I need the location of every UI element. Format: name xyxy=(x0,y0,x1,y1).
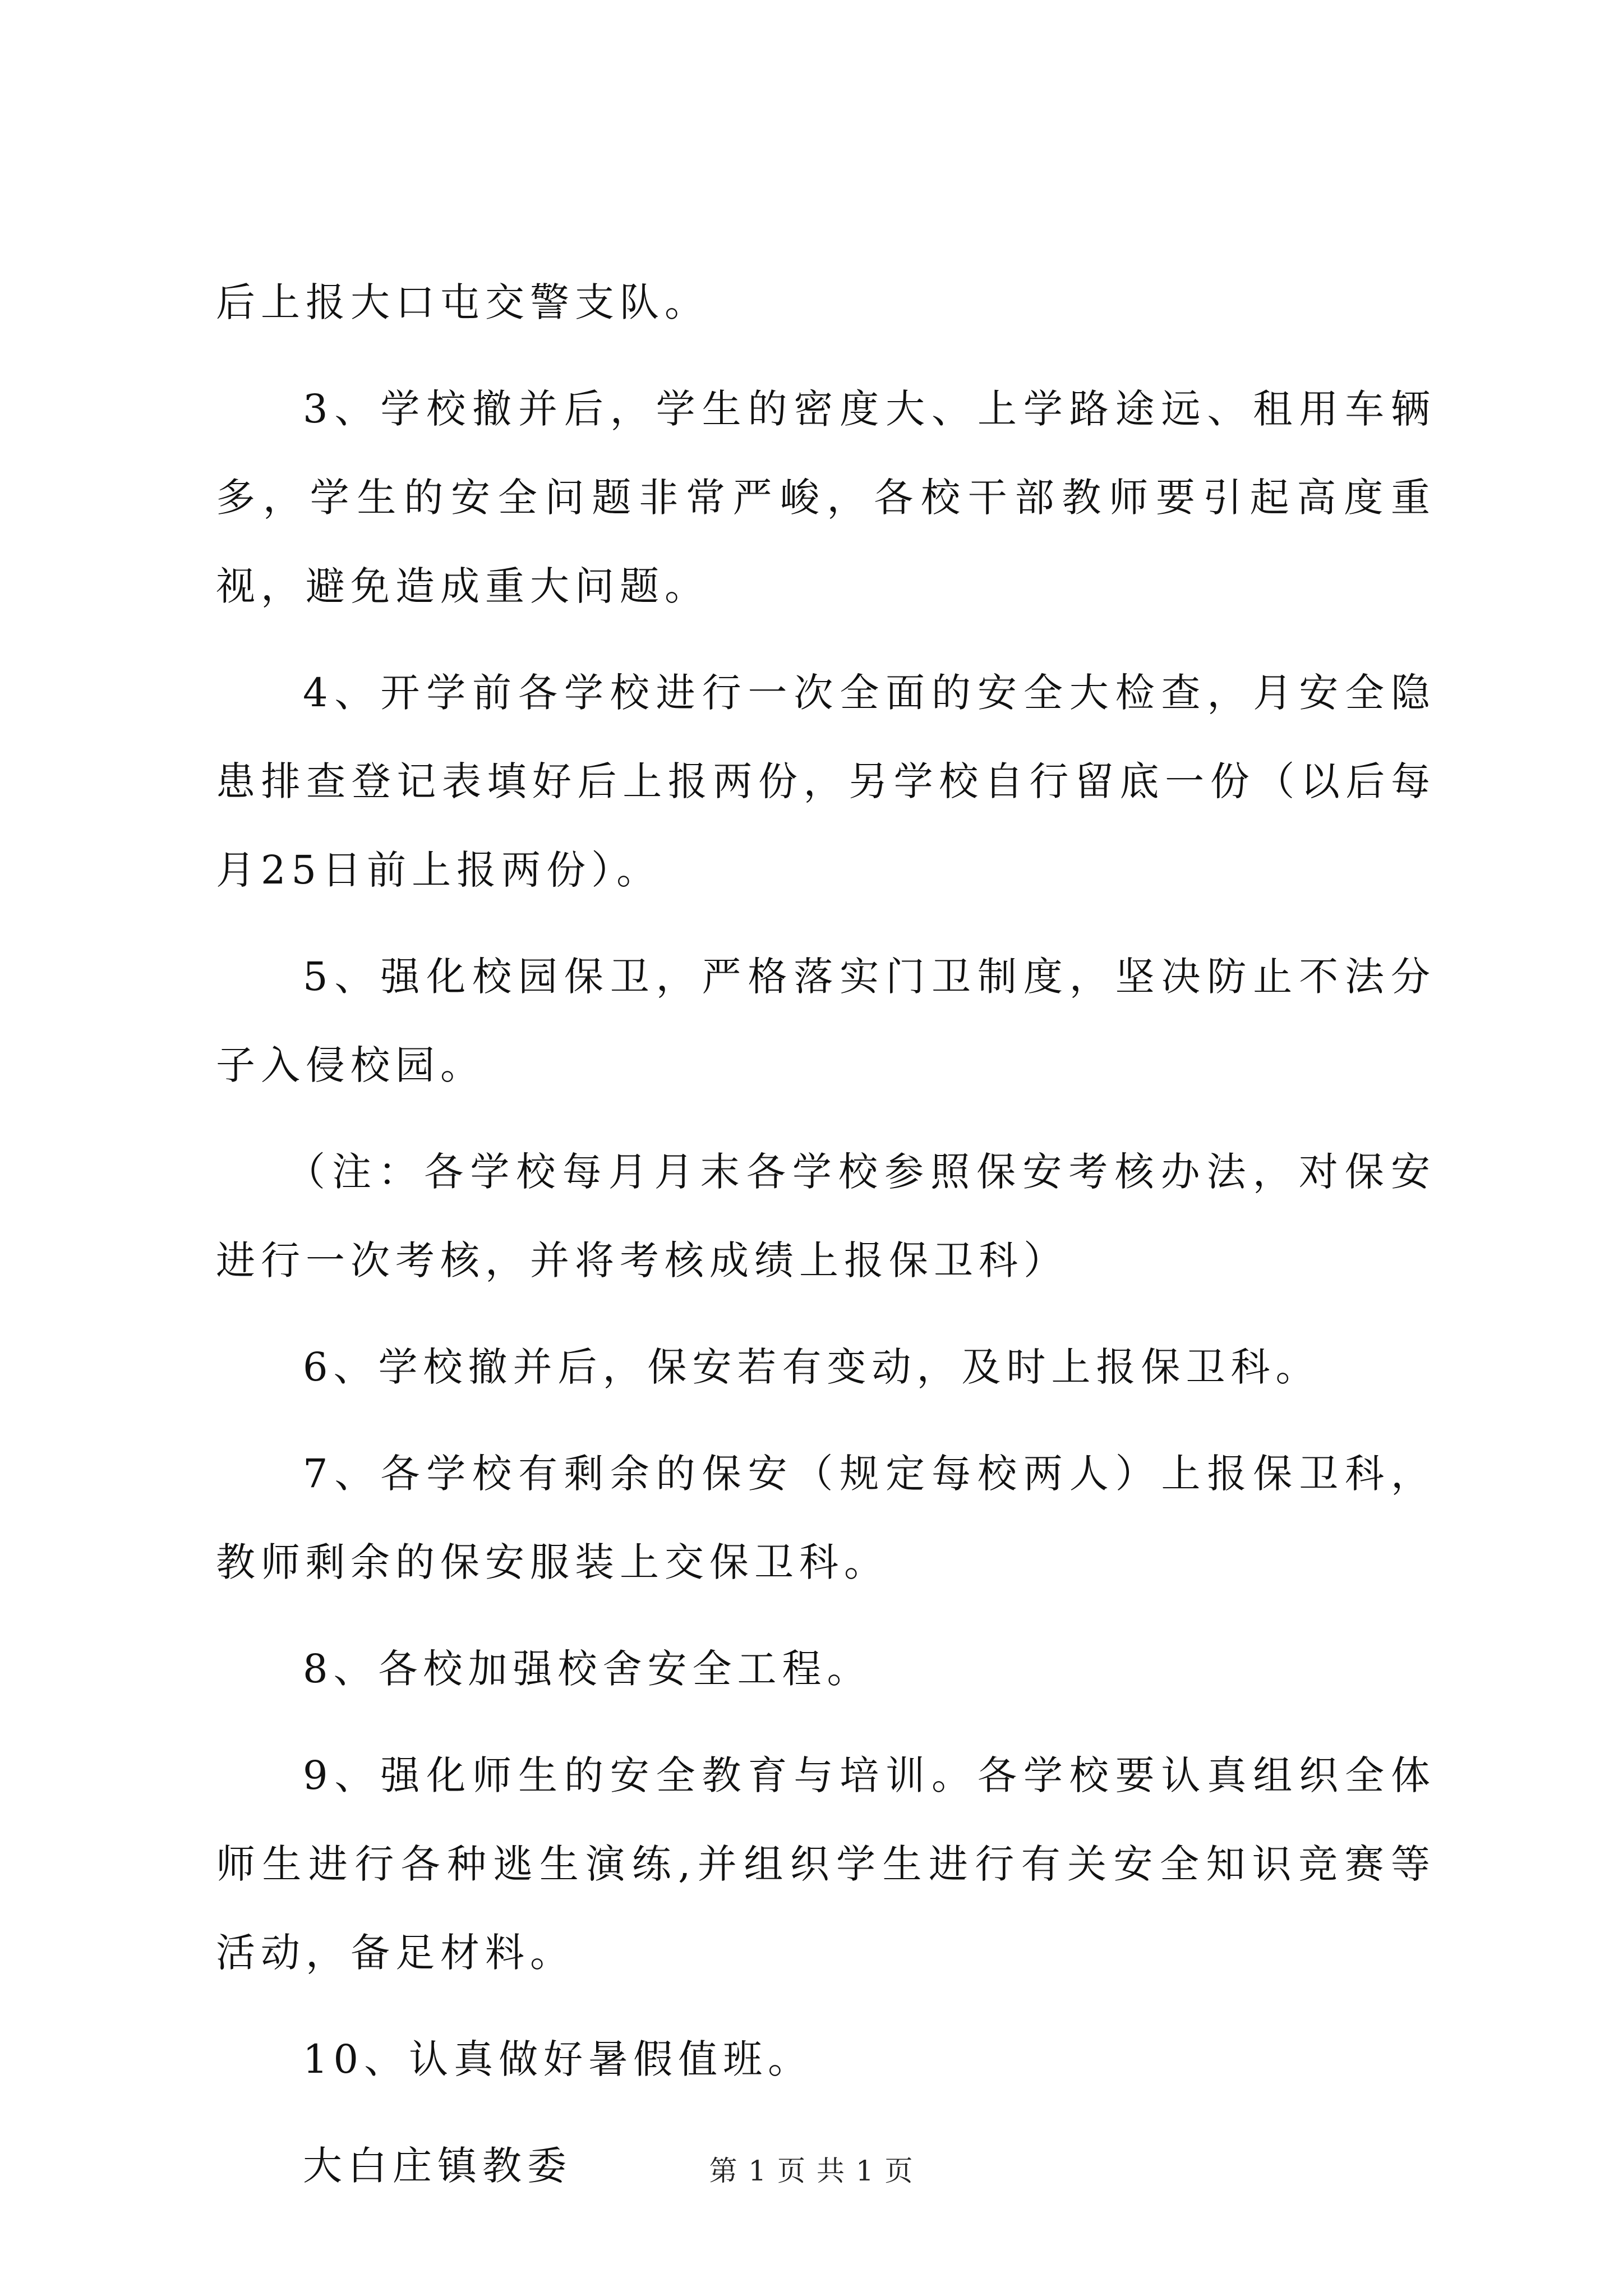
paragraph-continuation: 后上报大口屯交警支队。 xyxy=(216,279,709,325)
paragraph-item-3: 3、学校撤并后，学生的密度大、上学路途远、租用车辆多，学生的安全问题非常严峻，各校干部教师要引起高度重视，避免造成重大问题。 xyxy=(216,386,1436,609)
paragraph-note: （注：各学校每月月末各学校参照保安考核办法，对保安进行一次考核，并将考核成绩上报保卫科） xyxy=(216,1149,1436,1283)
paragraph-item-9: 9、强化师生的安全教育与培训。各学校要认真组织全体师生进行各种逃生演练,并组织学生进行有关安全知识竞赛等活动，备足材料。 xyxy=(216,1752,1436,1976)
paragraph-item-7: 7、各学校有剩余的保安（规定每校两人）上报保卫科，教师剩余的保安服装上交保卫科。 xyxy=(216,1451,1436,1585)
paragraph-item-5: 5、强化校园保卫，严格落实门卫制度，坚决防止不法分子入侵校园。 xyxy=(216,954,1436,1088)
paragraph-item-8: 8、各校加强校舍安全工程。 xyxy=(303,1646,872,1692)
paragraph-item-6: 6、学校撤并后，保安若有变动，及时上报保卫科。 xyxy=(303,1344,1321,1390)
signature-organization: 大白庄镇教委 xyxy=(303,2143,572,2189)
paragraph-item-4: 4、开学前各学校进行一次全面的安全大检查，月安全隐患排查登记表填好后上报两份，另学校自行留底一份（以后每月25日前上报两份）。 xyxy=(216,670,1436,893)
paragraph-item-10: 10、认真做好暑假值班。 xyxy=(303,2036,813,2082)
page-footer: 第 1 页 共 1 页 xyxy=(709,2155,914,2187)
document-body xyxy=(216,258,1436,2228)
